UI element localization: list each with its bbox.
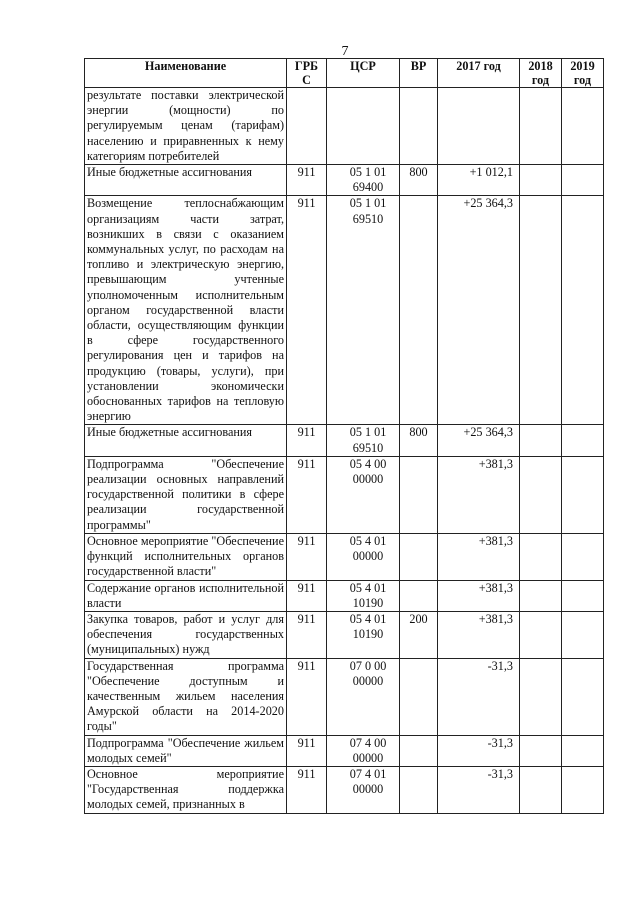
table-row: [85, 196, 604, 425]
row-csr-line1: 07 4 01: [349, 766, 387, 781]
row-2019: [562, 611, 604, 658]
row-grbs: 911: [287, 196, 327, 425]
row-2017: -31,3: [438, 735, 520, 766]
row-csr-line1: 05 4 00: [349, 456, 387, 471]
row-vr: [400, 196, 438, 425]
row-2018: [520, 88, 562, 165]
table-header-row: [85, 59, 604, 88]
row-2019: [562, 165, 604, 196]
row-vr: [400, 456, 438, 533]
row-2017: +381,3: [438, 456, 520, 533]
row-csr: [327, 456, 400, 533]
table-row: [85, 658, 604, 735]
row-csr: [327, 196, 400, 425]
row-2018: [520, 533, 562, 580]
header-2017: 2017 год: [438, 59, 520, 88]
row-csr-line1: 05 1 01: [349, 165, 387, 180]
row-name: Основное мероприятие "Государственная поддержка молодых семей, признанных в: [85, 766, 287, 813]
row-2017: +381,3: [438, 611, 520, 658]
row-vr: 200: [400, 611, 438, 658]
table-row: [85, 611, 604, 658]
row-vr: [400, 580, 438, 611]
table-row: [85, 88, 604, 165]
row-grbs: 911: [287, 533, 327, 580]
row-name: Подпрограмма "Обеспечение реализации основных направлений государственной политики в сфере реализации государственной программы": [85, 456, 287, 533]
row-grbs: 911: [287, 735, 327, 766]
row-csr: [327, 580, 400, 611]
header-name: Наименование: [85, 59, 287, 88]
row-grbs: 911: [287, 611, 327, 658]
header-csr: ЦСР: [327, 59, 400, 88]
row-2018: [520, 165, 562, 196]
row-2019: [562, 533, 604, 580]
table-row: [85, 533, 604, 580]
row-csr-line2: 69400: [352, 180, 384, 195]
row-2018: [520, 658, 562, 735]
row-csr-line1: 05 4 01: [349, 611, 387, 626]
row-vr: [400, 658, 438, 735]
table-row: [85, 766, 604, 813]
header-vr: ВР: [400, 59, 438, 88]
row-vr: [400, 735, 438, 766]
row-grbs: 911: [287, 456, 327, 533]
row-csr-line1: 05 4 01: [349, 533, 387, 548]
table-row: [85, 735, 604, 766]
row-csr-line2: 69510: [352, 440, 384, 455]
row-csr-line2: 00000: [352, 472, 384, 487]
row-name: Государственная программа "Обеспечение доступным и качественным жильем населения Амурской области на 2014-2020 годы": [85, 658, 287, 735]
budget-table: [84, 58, 604, 814]
row-name: Основное мероприятие "Обеспечение функций исполнительных органов государственной власти": [85, 533, 287, 580]
row-vr: 800: [400, 165, 438, 196]
row-2019: [562, 658, 604, 735]
row-csr: [327, 658, 400, 735]
row-grbs: 911: [287, 165, 327, 196]
row-2017: -31,3: [438, 766, 520, 813]
row-csr-line2: 10190: [352, 595, 384, 610]
row-vr: [400, 766, 438, 813]
row-csr-line2: 00000: [352, 549, 384, 564]
header-2019: 2019 год: [562, 59, 604, 88]
row-2019: [562, 88, 604, 165]
page-number: 7: [341, 44, 349, 59]
row-2018: [520, 766, 562, 813]
row-grbs: [287, 88, 327, 165]
row-2017: +25 364,3: [438, 425, 520, 456]
row-2017: [438, 88, 520, 165]
row-name: Закупка товаров, работ и услуг для обеспечения государственных (муниципальных) нужд: [85, 611, 287, 658]
row-grbs: 911: [287, 580, 327, 611]
row-csr-line1: 07 4 00: [349, 735, 387, 750]
row-name: Иные бюджетные ассигнования: [85, 165, 287, 196]
row-grbs: 911: [287, 766, 327, 813]
row-2018: [520, 456, 562, 533]
row-grbs: 911: [287, 658, 327, 735]
row-name: Подпрограмма "Обеспечение жильем молодых семей": [85, 735, 287, 766]
row-2017: +25 364,3: [438, 196, 520, 425]
row-2018: [520, 580, 562, 611]
row-2019: [562, 735, 604, 766]
row-name: Иные бюджетные ассигнования: [85, 425, 287, 456]
table-row: [85, 425, 604, 456]
row-csr: [327, 165, 400, 196]
row-2019: [562, 456, 604, 533]
row-name: Возмещение теплоснабжающим организациям части затрат, возникших в связи с оказанием коммунальных услуг, по расходам на топливо и электрическую энергию, превышающим учтенные уполномоченным исполнительным органом государственной власти области, осуществляющим функции в сфере государственного регулирования цен и тарифов на продукцию (товары, услуги), при установлении экономически обоснованных тарифов на тепловую энергию: [85, 196, 287, 425]
row-csr-line2: 00000: [352, 750, 384, 765]
row-name: Содержание органов исполнительной власти: [85, 580, 287, 611]
row-csr: [327, 425, 400, 456]
row-2019: [562, 196, 604, 425]
row-2019: [562, 766, 604, 813]
row-csr: [327, 88, 400, 165]
row-2017: +381,3: [438, 533, 520, 580]
row-2018: [520, 735, 562, 766]
header-2018: 2018 год: [520, 59, 562, 88]
row-csr-line1: 05 1 01: [349, 425, 387, 440]
row-2018: [520, 425, 562, 456]
row-2018: [520, 611, 562, 658]
row-2017: -31,3: [438, 658, 520, 735]
row-2017: +1 012,1: [438, 165, 520, 196]
table-row: [85, 456, 604, 533]
row-csr: [327, 766, 400, 813]
row-csr-line2: 00000: [352, 782, 384, 797]
row-csr-line1: 05 1 01: [349, 196, 387, 211]
row-csr: [327, 611, 400, 658]
row-csr-line2: 00000: [352, 673, 384, 688]
row-2018: [520, 196, 562, 425]
row-csr-line2: 69510: [352, 211, 384, 226]
row-csr-line1: 07 0 00: [349, 658, 387, 673]
table-row: [85, 580, 604, 611]
row-name: результате поставки электрической энергии (мощности) по регулируемым ценам (тарифам) населению и приравненных к нему категориям потребителей: [85, 88, 287, 165]
table-row: [85, 165, 604, 196]
row-vr: 800: [400, 425, 438, 456]
row-csr-line2: 10190: [352, 627, 384, 642]
row-vr: [400, 533, 438, 580]
header-grbs: ГРБ С: [287, 59, 327, 88]
row-csr: [327, 735, 400, 766]
row-2019: [562, 425, 604, 456]
row-2019: [562, 580, 604, 611]
row-csr-line1: 05 4 01: [349, 580, 387, 595]
row-csr: [327, 533, 400, 580]
row-2017: +381,3: [438, 580, 520, 611]
row-vr: [400, 88, 438, 165]
row-grbs: 911: [287, 425, 327, 456]
